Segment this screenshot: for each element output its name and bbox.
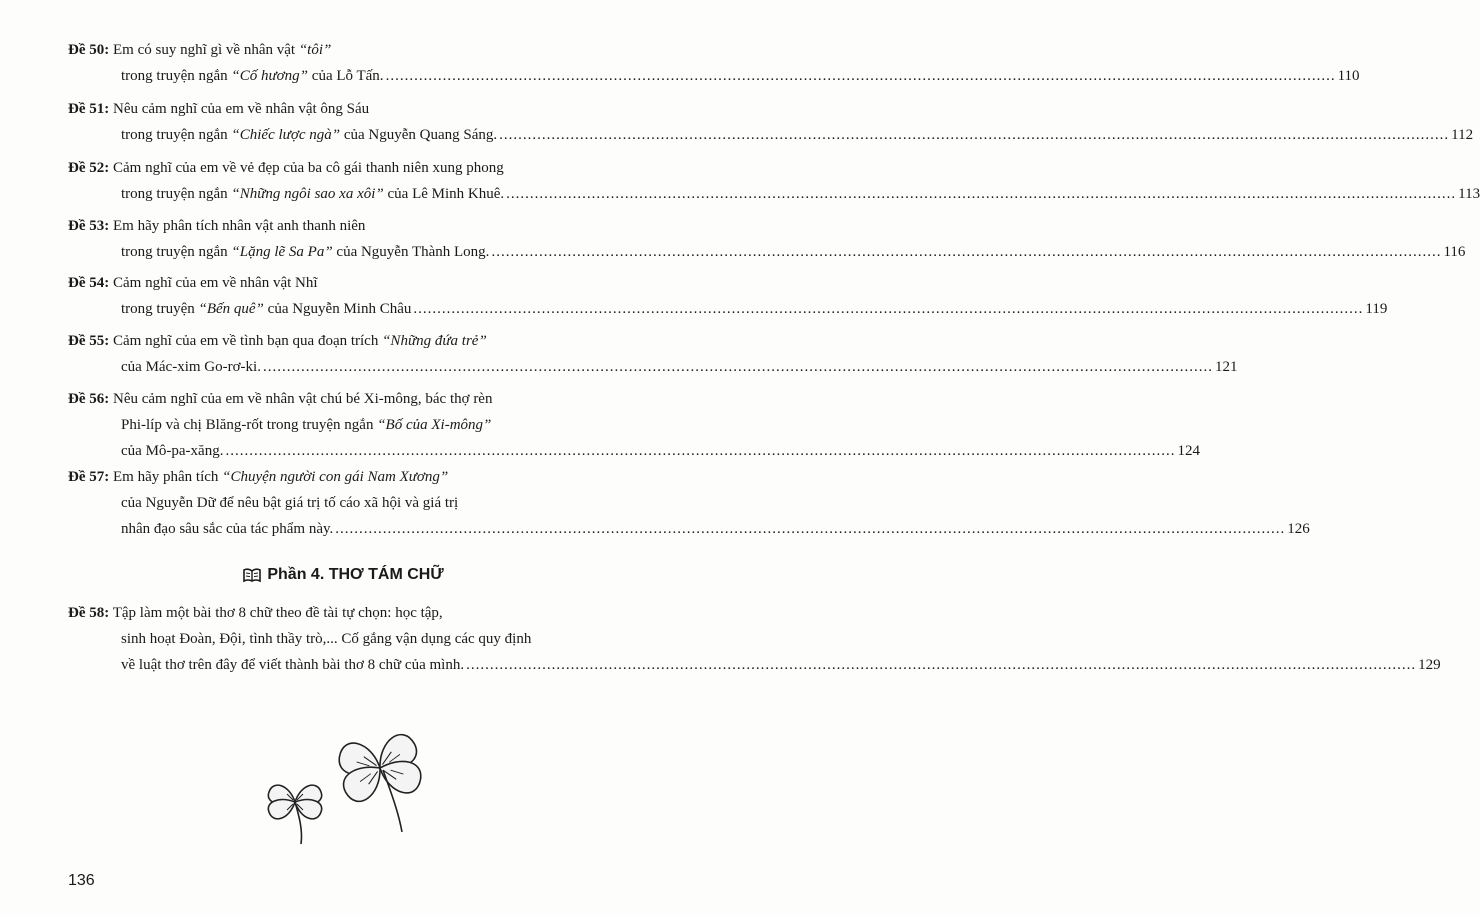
toc-entry-line [68, 389, 492, 409]
toc-text-fragment: trong truyện ngắn [121, 244, 232, 260]
toc-text-fragment: của Mác-xim Go-rơ-ki. [121, 359, 261, 375]
toc-entry-line [121, 629, 531, 649]
work-title: “Chuyện người con gái Nam Xương” [222, 469, 449, 485]
toc-text-fragment: trong truyện ngắn [121, 127, 232, 143]
toc-text-fragment: của Lỗ Tấn. [308, 68, 384, 84]
work-title: “Cố hương” [231, 68, 309, 84]
toc-entry-line-with-page [121, 441, 1200, 461]
toc-entry-text [121, 495, 458, 511]
dot-leader: ........................................................................................................................................................................................................ [466, 657, 1417, 673]
toc-entry-line-with-page [121, 519, 1310, 539]
toc-entry-text [121, 242, 489, 262]
toc-entry-text [68, 101, 369, 117]
toc-text-fragment: về luật thơ trên đây để viết thành bài thơ 8 chữ của mình. [121, 657, 465, 673]
toc-entry-line-with-page [121, 242, 1466, 262]
work-title: “tôi” [298, 42, 332, 58]
toc-entry-line [68, 273, 318, 293]
toc-page-number: 129 [1418, 657, 1441, 673]
toc-text-fragment: Cảm nghĩ của em về tình bạn qua đoạn trích [113, 333, 383, 349]
toc-page-number: 121 [1214, 359, 1238, 375]
work-title: “Bố của Xi-mông” [377, 417, 492, 433]
toc-entry-text [68, 160, 504, 176]
toc-entry-text [68, 275, 318, 291]
toc-entry-text [68, 605, 443, 621]
toc-entry-text [121, 184, 504, 204]
toc-text-fragment: trong truyện [121, 301, 199, 317]
dot-leader: ........................................................................................................................................................................................................ [335, 521, 1286, 537]
toc-entry-text [68, 42, 331, 58]
toc-text-fragment: sinh hoạt Đoàn, Đội, tình thầy trò,... Cố gắng vận dụng các quy định [121, 631, 532, 647]
toc-entry-text [68, 391, 492, 407]
toc-page-number: 126 [1287, 521, 1310, 537]
toc-text-fragment: Cảm nghĩ của em về nhân vật Nhĩ [113, 275, 318, 291]
toc-text-fragment: Nêu cảm nghĩ của em về nhân vật chú bé Xi-mông, bác thợ rèn [113, 391, 493, 407]
toc-entry-line [121, 415, 491, 435]
toc-entry-text [121, 299, 411, 319]
dot-leader: ........................................................................................................................................................................................................ [491, 244, 1442, 260]
toc-entry-line [68, 603, 443, 623]
toc-entry-text [121, 631, 531, 647]
toc-entry-text [121, 655, 464, 675]
toc-entry-line-with-page [121, 184, 1480, 204]
toc-text-fragment: Phi-líp và chị Blăng-rốt trong truyện ngắn [121, 417, 378, 433]
toc-entry-label: Đề 50: [68, 42, 110, 58]
toc-entry-text [68, 333, 487, 349]
work-title: “Những ngôi sao xa xôi” [231, 186, 384, 202]
toc-page-number: 112 [1451, 127, 1474, 143]
toc-entry-label: Đề 51: [68, 101, 110, 117]
toc-page-number: 116 [1443, 244, 1466, 260]
page-number: 136 [68, 872, 95, 889]
toc-entry-line-with-page [121, 299, 1388, 319]
toc-text-fragment: Cảm nghĩ của em về vẻ đẹp của ba cô gái thanh niên xung phong [113, 160, 504, 176]
toc-entry-label: Đề 54: [68, 275, 110, 291]
open-book-icon [243, 566, 267, 583]
toc-entry-text [121, 519, 333, 539]
toc-entry-text [121, 125, 497, 145]
toc-text-fragment: Em hãy phân tích nhân vật anh thanh niên [113, 218, 366, 234]
toc-entry-line [68, 216, 365, 236]
section-title-text: Phần 4. THƠ TÁM CHỮ [267, 566, 444, 583]
toc-entry-text [121, 66, 384, 86]
work-title: “Bến quê” [198, 301, 264, 317]
toc-page-number: 110 [1337, 68, 1360, 84]
four-leaf-clover-illustration [240, 710, 470, 850]
toc-entry-line-with-page [121, 125, 1474, 145]
dot-leader: ........................................................................................................................................................................................................ [262, 359, 1213, 375]
toc-entry-label: Đề 53: [68, 218, 110, 234]
toc-text-fragment: Em có suy nghĩ gì về nhân vật [113, 42, 299, 58]
work-title: “Chiếc lược ngà” [231, 127, 341, 143]
toc-text-fragment: Em hãy phân tích [113, 469, 223, 485]
toc-entry-line [68, 99, 369, 119]
toc-text-fragment: của Nguyễn Dữ để nêu bật giá trị tố cáo xã hội và giá trị [121, 495, 459, 511]
toc-text-fragment: của Nguyễn Minh Châu [263, 301, 412, 317]
toc-entry-text [121, 441, 223, 461]
toc-text-fragment: nhân đạo sâu sắc của tác phẩm này. [121, 521, 334, 537]
work-title: “Những đứa trẻ” [382, 333, 487, 349]
dot-leader: ........................................................................................................................................................................................................ [385, 68, 1336, 84]
toc-entry-text [68, 469, 448, 485]
dot-leader: ........................................................................................................................................................................................................ [499, 127, 1450, 143]
toc-entry-line-with-page [121, 66, 1360, 86]
toc-entry-text [121, 357, 261, 377]
toc-page-number: 124 [1177, 443, 1200, 459]
toc-entry-line [68, 158, 504, 178]
toc-page-number: 119 [1365, 301, 1388, 317]
toc-text-fragment: Nêu cảm nghĩ của em về nhân vật ông Sáu [113, 101, 370, 117]
toc-entry-line [68, 40, 331, 60]
toc-text-fragment: trong truyện ngắn [121, 68, 232, 84]
toc-entry-label: Đề 58: [68, 605, 110, 621]
toc-text-fragment: trong truyện ngắn [121, 186, 232, 202]
section-heading [0, 564, 687, 586]
dot-leader: ........................................................................................................................................................................................................ [413, 301, 1364, 317]
dot-leader: ........................................................................................................................................................................................................ [506, 186, 1457, 202]
toc-text-fragment: của Mô-pa-xăng. [121, 443, 224, 459]
toc-entry-line [68, 467, 448, 487]
toc-text-fragment: Tập làm một bài thơ 8 chữ theo đề tài tự chọn: học tập, [112, 605, 443, 621]
dot-leader: ........................................................................................................................................................................................................ [225, 443, 1176, 459]
work-title: “Lặng lẽ Sa Pa” [231, 244, 333, 260]
toc-entry-label: Đề 57: [68, 469, 110, 485]
toc-entry-text [68, 218, 365, 234]
toc-text-fragment: của Nguyễn Thành Long. [332, 244, 490, 260]
toc-entry-line [68, 331, 487, 351]
toc-entry-label: Đề 56: [68, 391, 110, 407]
toc-entry-line-with-page [121, 655, 1441, 675]
toc-text-fragment: của Lê Minh Khuê. [383, 186, 505, 202]
toc-entry-label: Đề 52: [68, 160, 110, 176]
toc-entry-text [121, 417, 491, 433]
toc-entry-line-with-page [121, 357, 1238, 377]
toc-entry-label: Đề 55: [68, 333, 110, 349]
toc-text-fragment: của Nguyễn Quang Sáng. [340, 127, 498, 143]
toc-entry-line [121, 493, 458, 513]
toc-page-number: 113 [1458, 186, 1480, 202]
